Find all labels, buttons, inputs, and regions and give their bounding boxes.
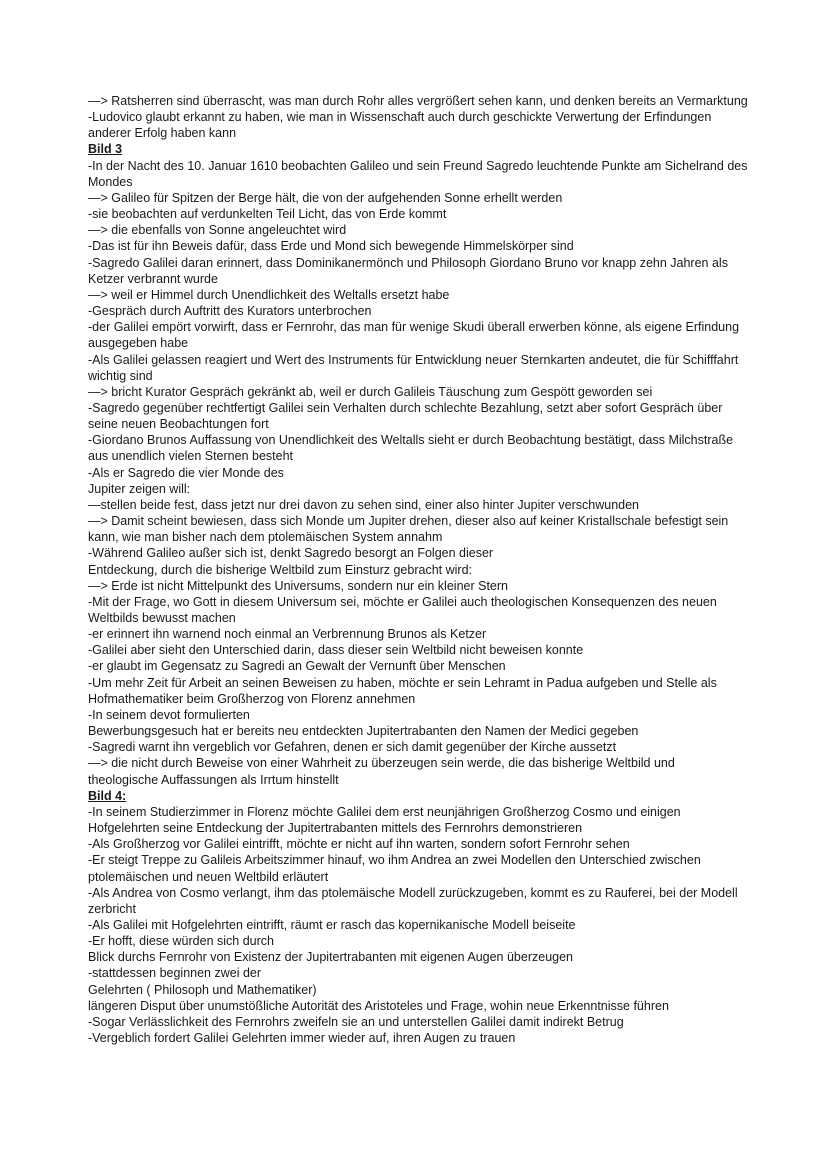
text-line: —stellen beide fest, dass jetzt nur drei davon zu sehen sind, einer also hinter Jupiter verschwunden xyxy=(88,497,640,512)
text-line: -Ludovico glaubt erkannt zu haben, wie man in Wissenschaft auch durch geschickte Verwertung der Erfindungen anderer Erfolg haben kann xyxy=(88,110,712,141)
text-line: längeren Disput über unumstößliche Autorität des Aristoteles und Frage, wohin neue Erkenntnisse führen xyxy=(88,998,669,1013)
section-heading: Bild 3 xyxy=(88,142,123,157)
text-line: Blick durchs Fernrohr von Existenz der Jupitertrabanten mit eigenen Augen überzeugen xyxy=(88,950,574,965)
text-line: —> Galileo für Spitzen der Berge hält, die von der aufgehenden Sonne erhellt werden xyxy=(88,190,563,205)
text-line: -Giordano Brunos Auffassung von Unendlichkeit des Weltalls sieht er durch Beobachtung bestätigt, dass Milchstraße aus unendlich vielen Sternen besteht xyxy=(88,433,734,464)
text-line: -er erinnert ihn warnend noch einmal an Verbrennung Brunos als Ketzer xyxy=(88,627,487,642)
text-line: -Vergeblich fordert Galilei Gelehrten immer wieder auf, ihren Augen zu trauen xyxy=(88,1031,516,1046)
text-line: -Als Galilei mit Hofgelehrten eintrifft, räumt er rasch das kopernikanische Modell beiseite xyxy=(88,917,576,932)
text-line: -Sagredo Galilei daran erinnert, dass Dominikanermönch und Philosoph Giordano Bruno vor knapp zehn Jahren als Ketzer verbrannt wurde xyxy=(88,255,728,286)
text-line: Gelehrten ( Philosoph und Mathematiker) xyxy=(88,982,317,997)
text-line: -Als Großherzog vor Galilei eintrifft, möchte er nicht auf ihn warten, sondern sofort Fernrohr sehen xyxy=(88,837,630,852)
text-line: -Sogar Verlässlichkeit des Fernrohrs zweifeln sie an und unterstellen Galilei damit indirekt Betrug xyxy=(88,1014,624,1029)
text-line: —> bricht Kurator Gespräch gekränkt ab, weil er durch Galileis Täuschung zum Gespött geworden sei xyxy=(88,384,653,399)
text-line: -In seinem devot formulierten xyxy=(88,707,250,722)
text-line: -sie beobachten auf verdunkelten Teil Licht, das von Erde kommt xyxy=(88,207,447,222)
text-line: -der Galilei empört vorwirft, dass er Fernrohr, das man für wenige Skudi überall erwerben könne, als eigene Erfindung ausgegeben habe xyxy=(88,320,740,351)
section-heading: Bild 4: xyxy=(88,788,127,803)
text-line: -stattdessen beginnen zwei der xyxy=(88,966,262,981)
text-line: -Gespräch durch Auftritt des Kurators unterbrochen xyxy=(88,304,372,319)
text-line: —> weil er Himmel durch Unendlichkeit des Weltalls ersetzt habe xyxy=(88,287,450,302)
text-line: -Mit der Frage, wo Gott in diesem Universum sei, möchte er Galilei auch theologischen Konsequenzen des neuen Weltbilds bewusst machen xyxy=(88,594,717,625)
text-line: -Als Galilei gelassen reagiert und Wert des Instruments für Entwicklung neuer Sternkarten andeutet, die für Schifffahrt wichtig sind xyxy=(88,352,739,383)
text-line: Jupiter zeigen will: xyxy=(88,481,191,496)
text-line: -Er steigt Treppe zu Galileis Arbeitszimmer hinauf, wo ihm Andrea an zwei Modellen den Unterschied zwischen ptolemäischen und neuen Weltbild erläutert xyxy=(88,853,701,884)
text-line: -Sagredo gegenüber rechtfertigt Galilei sein Verhalten durch schlechte Bezahlung, setzt aber sofort Gespräch über seine neuen Beobachtungen fort xyxy=(88,400,723,432)
text-line: -er glaubt im Gegensatz zu Sagredi an Gewalt der Vernunft über Menschen xyxy=(88,659,506,674)
text-line: —> die ebenfalls von Sonne angeleuchtet wird xyxy=(88,223,347,238)
text-line: —> Damit scheint bewiesen, dass sich Monde um Jupiter drehen, dieser also auf keiner Kristallschale befestigt sein kann, wie man bisher nach dem ptolemäischen System annahm xyxy=(88,514,729,545)
text-line: -Als Andrea von Cosmo verlangt, ihm das ptolemäische Modell zurückzugeben, kommt es zu Rauferei, bei der Modell zerbricht xyxy=(88,885,738,916)
text-line: —> Erde ist nicht Mittelpunkt des Universums, sondern nur ein kleiner Stern xyxy=(88,578,508,593)
text-line: -Sagredi warnt ihn vergeblich vor Gefahren, denen er sich damit gegenüber der Kirche aussetzt xyxy=(88,740,617,755)
text-line: —> Ratsherren sind überrascht, was man durch Rohr alles vergrößert sehen kann, und denken bereits an Vermarktung xyxy=(88,94,748,108)
text-line: Bewerbungsgesuch hat er bereits neu entdeckten Jupitertrabanten den Namen der Medici gegeben xyxy=(88,724,639,739)
text-line: -Während Galileo außer sich ist, denkt Sagredo besorgt an Folgen dieser xyxy=(88,546,494,561)
text-line: -Das ist für ihn Beweis dafür, dass Erde und Mond sich bewegende Himmelskörper sind xyxy=(88,239,574,254)
text-line: -Galilei aber sieht den Unterschied darin, dass dieser sein Weltbild nicht beweisen konnte xyxy=(88,643,584,658)
text-line: -In seinem Studierzimmer in Florenz möchte Galilei dem erst neunjährigen Großherzog Cosmo und einigen Hofgelehrten seine Entdeckung der Jupitertrabanten mittels des Fernrohrs demonstrieren xyxy=(88,804,681,836)
document-body xyxy=(88,93,748,1046)
text-line: Entdeckung, durch die bisherige Weltbild zum Einsturz gebracht wird: xyxy=(88,562,472,577)
text-line: -Er hofft, diese würden sich durch xyxy=(88,934,274,949)
text-line: -In der Nacht des 10. Januar 1610 beobachten Galileo und sein Freund Sagredo leuchtende Punkte am Sichelrand des Mondes xyxy=(88,158,748,189)
text-line: -Als er Sagredo die vier Monde des xyxy=(88,465,284,480)
text-line: —> die nicht durch Beweise von einer Wahrheit zu überzeugen sein werde, die das bisherige Weltbild und theologische Auffassungen als Irrtum hinstellt xyxy=(88,756,675,787)
text-line: -Um mehr Zeit für Arbeit an seinen Beweisen zu haben, möchte er sein Lehramt in Padua aufgeben und Stelle als Hofmathematiker beim Großherzog von Florenz annehmen xyxy=(88,675,717,706)
